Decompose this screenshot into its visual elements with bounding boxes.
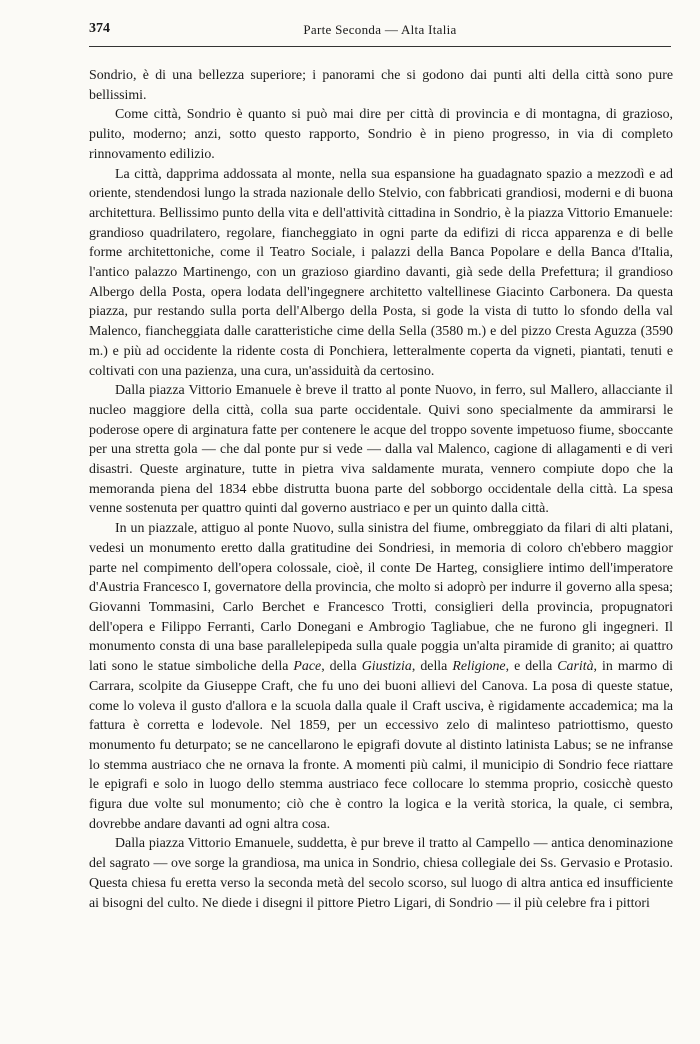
running-title: Parte Seconda — Alta Italia <box>303 22 457 37</box>
text-run: , in marmo di Carrara, scolpite da Giuseppe Craft, che fu uno dei buoni allievi del Canova. La posa di queste statue, come lo voleva il gusto d'allora e la scuola dalla quale il Craft usciva, è rigidamente accademica; ma la fattura è corretta e lodevole. Nel 1859, per un eccessivo zelo di malinteso patriottismo, questo monumento fu deturpato; se ne cancellarono le epigrafi dovute al distinto latinista Labus; se ne infranse lo stemma austriaco che ne ornava la fronte. A momenti più calmi, il municipio di Sondrio fece riattare le epigrafi e solo in luogo dello stemma austriaco fece collocare lo stemma proprio, cosicchè questo figura due volte sul monumento; ciò che è contro la logica e la verità storica, la quale, ci sembra, dovrebbe andare davanti ad ogni altra cosa. <box>89 659 674 832</box>
text-run: , della <box>411 659 453 675</box>
italic-term: Giustizia <box>361 659 412 675</box>
paragraph: Come città, Sondrio è quanto si può mai dire per città di provincia e di montagna, di grazioso, pulito, moderno; anzi, sotto questo rapporto, Sondrio è in pieno progresso, in via di completo rinnovamento edilizio. <box>89 107 673 162</box>
italic-term: Pace <box>293 659 322 675</box>
paragraph: Dalla piazza Vittorio Emanuele, suddetta, è pur breve il tratto al Campello — antica denominazione del sagrato — ove sorge la grandiosa, ma unica in Sondrio, chiesa collegiale dei Ss. Gervasio e Protasio. Questa chiesa fu eretta verso la seconda metà del secolo scorso, sul luogo di altra antica ed insufficiente ai bisogni del culto. Ne diede i disegni il pittore Pietro Ligari, di Sondrio — il più celebre fra i pittori <box>89 836 673 911</box>
paragraph: Sondrio, è di una bellezza superiore; i panorami che si godono dai punti alti della città sono pure bellissimi. <box>89 68 673 103</box>
paragraph-monument <box>89 519 673 834</box>
page-header <box>89 18 671 44</box>
italic-term: Religione <box>452 659 506 675</box>
paragraph: Dalla piazza Vittorio Emanuele è breve il tratto al ponte Nuovo, in ferro, sul Mallero, allacciante il nucleo maggiore della città, colla sua parte occidentale. Quivi sono specialmente da ammirarsi le poderose opere di arginatura fatte per contenere le acque del troppo sovente impetuoso fiume, sboccante per una stretta gola — che dal ponte pur si vede — dalla val Malenco, cagione di allagamenti e di veri disastri. Queste arginature, tutte in pietra viva saldamente murata, vennero compiute dopo che la memoranda piena del 1834 ebbe distrutta buona parte del sobborgo occidentale della città. La spesa venne sostenuta per quattro quinti dal governo austriaco e per un quinto dalla città. <box>89 383 673 517</box>
body-text <box>89 66 673 913</box>
text-run: In un piazzale, attiguo al ponte Nuovo, sulla sinistra del fiume, ombreggiato da filari di alti platani, vedesi un monumento eretto dalla gratitudine dei Sondriesi, in memoria di coloro ch'ebbero maggior parte nel compimento dell'opera colossale, cioè, il conte De Harteg, consigliere intimo dell'imperatore d'Austria Francesco I, governatore della provincia, che molto si adoprò per indurre il governo alla spesa; Giovanni Tommasini, Carlo Berchet e Francesco Trotti, consiglieri della provincia, propugnatori dell'opera e Filippo Ferranti, Carlo Donegani e Ambrogio Tagliabue, che ne furono gli ingegneri. Il monumento consta di una base parallelepipeda sulla quale poggia un'alta piramide di granito; ai quattro lati sono le statue simboliche della <box>89 521 673 675</box>
paragraph: La città, dapprima addossata al monte, nella sua espansione ha guadagnato spazio a mezzodì e ad oriente, stendendosi lungo la strada nazionale dello Stelvio, con fabbricati grandiosi, moderni e di buona architettura. Bellissimo punto della vita e dell'attività cittadina in Sondrio, è la piazza Vittorio Emanuele: grandioso quadrilatero, regolare, fiancheggiato in ogni parte da edifizi di ricca apparenza e di belle forme architettoniche, come il Teatro Sociale, i palazzi della Banca Popolare e della Banca d'Italia, l'antico palazzo Martinengo, con un grazioso giardino davanti, già sede della Prefettura; il grandioso Albergo della Posta, opera lodata dell'ingegnere architetto valtellinese Giacinto Carbonera. Da questa piazza, pur restando sulla porta dell'Albergo della Posta, si gode la vista di tutto lo sfondo della val Malenco, fiancheggiata dalle caratteristiche cime della Sella (3580 m.) e del pizzo Cresta Aguzza (3590 m.) e più ad occidente la ridente costa di Ponchiera, letteralmente coperta da vigneti, piantati, tenuti e coltivati con una pazienza, una cura, un'assiduità da certosino. <box>89 166 673 379</box>
text-run: , della <box>321 659 362 675</box>
page-number: 374 <box>89 21 110 36</box>
italic-term: Carità <box>557 659 594 675</box>
header-rule <box>89 46 671 47</box>
text-run: , e della <box>505 659 558 675</box>
